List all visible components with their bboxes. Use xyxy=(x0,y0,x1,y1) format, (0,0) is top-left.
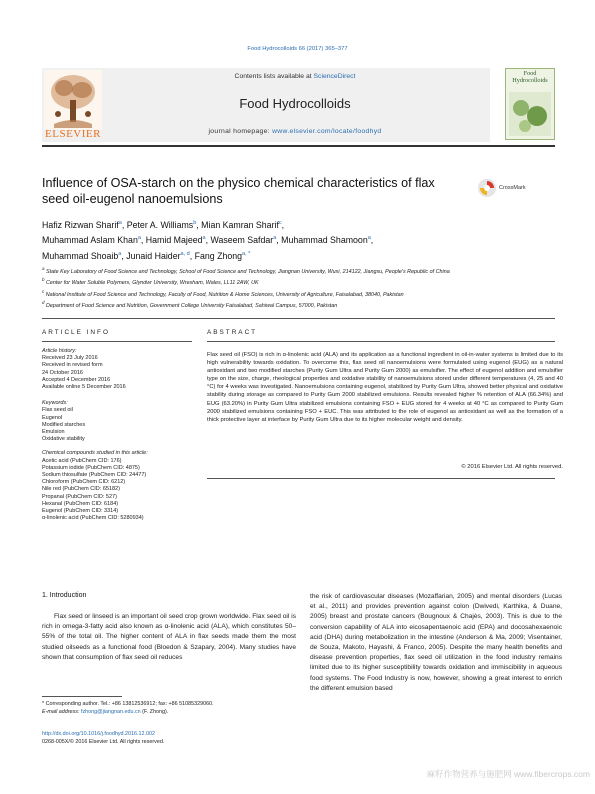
compound-item: Potassium iodide (PubChem CID: 4875) xyxy=(42,464,140,471)
compound-item: Propanal (PubChem CID: 527) xyxy=(42,493,117,500)
compound-item: Chloroform (PubChem CID: 6212) xyxy=(42,479,126,486)
email-line xyxy=(42,708,296,716)
journal-reference[interactable]: Food Hydrocolloids 66 (2017) 365–377 xyxy=(247,46,348,52)
email-label: E-mail address: xyxy=(42,709,81,715)
corresponding-author-line: * Corresponding author. Tel.: +86 13812536912; fax: +86 51085329060. xyxy=(42,701,214,707)
affiliation-item xyxy=(42,265,552,276)
author-affiliation-mark[interactable]: a xyxy=(202,235,206,242)
author-name[interactable]: Muhammad Shamoon xyxy=(281,235,368,246)
corresponding-footnote xyxy=(42,700,296,716)
compound-item: Hexanal (PubChem CID: 6184) xyxy=(42,500,119,507)
history-item: Available online 5 December 2016 xyxy=(42,384,126,391)
section-rule xyxy=(42,318,555,319)
keyword-item: Modified starches xyxy=(42,421,86,428)
sciencedirect-link[interactable]: ScienceDirect xyxy=(313,73,356,80)
abstract-heading: ABSTRACT xyxy=(207,329,258,336)
author-name[interactable]: Peter A. Williams xyxy=(126,219,194,230)
affiliation-item xyxy=(42,299,552,310)
author-name[interactable]: Mian Kamran Sharif xyxy=(201,219,279,230)
compound-item: Nile red (PubChem CID: 65182) xyxy=(42,486,120,493)
author-affiliation-mark[interactable]: a xyxy=(367,235,371,242)
crossmark-label[interactable]: CrossMark xyxy=(499,185,526,191)
email-suffix: (F. Zhong). xyxy=(140,709,169,715)
affiliation-mark: d xyxy=(42,299,45,305)
abstract-copyright: © 2016 Elsevier Ltd. All rights reserved. xyxy=(461,464,563,470)
affiliation-mark: a xyxy=(42,266,45,271)
keyword-item: Emulsion xyxy=(42,429,65,436)
spacer xyxy=(42,443,192,450)
introduction-left-column: Flax seed or linseed is an important oil seed crop grown worldwide. Flax seed oil is rich in omega-3-fatty acid also known as α-linolenic acid (ALA), which constitutes 50–55% of the total oil. The higher content of ALA in flax seeds made them the most studied oilseeds as a functional food (Bloedon & Szapary, 2004). Many studies have shown that consumption of flax seed oil reduces xyxy=(42,613,296,661)
compound-item: Acetic acid (PubChem CID: 176) xyxy=(42,457,122,464)
author-name[interactable]: Hamid Majeed xyxy=(145,235,203,246)
author-name[interactable]: Fang Zhong xyxy=(194,250,243,261)
author-name[interactable]: Muhammad Aslam Khan xyxy=(42,235,138,246)
compounds-label: Chemical compounds studied in this article: xyxy=(42,450,148,457)
author-name[interactable]: Junaid Haider xyxy=(126,250,181,261)
homepage-prefix: journal homepage: xyxy=(208,128,273,135)
keyword-item: Flax seed oil xyxy=(42,407,73,414)
introduction-right-column: the risk of cardiovascular diseases (Mozaffarian, 2005) and mental disorders (Lucas et al., 2011) and provides prevention against colon (Dwivedi, Karthika, & Duane, 2005) breast and prostate cancers (Bougnoux & Chajès, 2003). This is due to the conversion capability of ALA into eicosapentaenoic acid (EPA) and docosahexaenoic acid (DHA) during metabolization in the intestine (Anderson & Ma, 2009; Visentainer, de Souza, Makoto, Hayashi, & Franco, 2005). Despite the many health benefits and disease prevention properties, flax seed oil utilization in the food industry remains limited due to its higher susceptibility towards oxidation and immiscibility in aqueous food systems. The Food Industry is now, however, showing a great interest to enrich the different emulsion based xyxy=(310,593,562,692)
affiliation-text: National Institute of Food Science and Technology, Faculty of Food, Nutrition & Home Sciences, University of Agriculture, Faisalabad, 38040, Pakistan xyxy=(45,291,404,298)
author-affiliation-mark[interactable]: c xyxy=(278,220,282,226)
spacer xyxy=(42,391,192,400)
compound-item: Eugenol (PubChem CID: 3314) xyxy=(42,508,119,515)
abstract-rule xyxy=(207,341,555,342)
author-name[interactable]: Hafiz Rizwan Sharif xyxy=(42,219,119,230)
compound-item: Sodium thiosulfate (PubChem CID: 24477) xyxy=(42,472,147,479)
history-label: Article history: xyxy=(42,348,77,354)
contents-availability xyxy=(110,73,480,80)
abstract-text: Flax seed oil (FSO) is rich in α-linolenic acid (ALA) and its application as a functional ingredient in oil-in-water systems is limited due to its high vulnerability towards oxidation. To overcome this, flax seed oil nanoemulsions were formulated using eugenol (EUG) as a natural antioxidant and two modified starches (Purity Gum Ultra and Purity Gum 2000) as emulsifier. The effect of eugenol addition and emulsifier type on the size, charge, rheological properties and oxidative stability of nanoemulsions stored under different temperatures (4, 25 and 40 °C) for 4 weeks was investigated. Nanoemulsions containing eugenol, stabilized by Purity Gum Ultra, showed better physical and oxidative stability during storage as compared to Purity Gum 2000 stabilized emulsions. Results revealed higher % retention of ALA (66.34%) and EUG (63.20%) in Purity Gum Ultra stabilized emulsions containing FSO + EUG stored for 4 weeks at 40 °C as compared to Purity Gum 2000 stabilized emulsions containing FSO + EUC. This was attributed to the role of eugenol as antioxidant as well as the formation of a thick protective layer at interface by Purity Gum Ultra due to its higher molecular weight and density. xyxy=(207,352,563,423)
journal-homepage xyxy=(110,128,480,135)
doi-link[interactable]: http://dx.doi.org/10.1016/j.foodhyd.2016.12.002 xyxy=(42,731,155,737)
abstract-end-rule xyxy=(207,478,555,479)
affiliation-text: Department of Food Science and Nutrition, Government College University Faisalabad, Sahiwal Campus, 57000, Pakistan xyxy=(46,302,338,309)
keyword-item: Oxidative stability xyxy=(42,436,85,443)
email-link[interactable]: fzhong@jiangnan.edu.cn xyxy=(80,709,141,715)
article-info-rule xyxy=(42,341,192,342)
affiliation-text: Center for Water Soluble Polymers, Glyndwr University, Wrexham, Wales, LL11 2AW, UK xyxy=(46,280,259,287)
footnote-rule xyxy=(42,696,122,697)
keywords-label: Keywords: xyxy=(42,400,68,407)
history-item: Received in revised form xyxy=(42,362,103,369)
history-item: 24 October 2016 xyxy=(42,369,83,376)
cover-title: Food Hydrocolloids xyxy=(512,70,548,84)
publisher-name: ELSEVIER xyxy=(45,128,101,140)
affiliation-mark: b xyxy=(42,277,45,283)
affiliation-list xyxy=(42,265,552,310)
crossmark-icon[interactable] xyxy=(478,179,496,197)
article-info-heading: ARTICLE INFO xyxy=(42,329,110,336)
author-affiliation-mark[interactable]: a xyxy=(118,220,122,226)
affiliation-item xyxy=(42,276,552,287)
author-affiliation-mark[interactable]: a, * xyxy=(242,250,251,257)
author-list: Hafiz Rizwan Sharif$^a$, Peter A. Williams$^b$, Mian Kamran Sharif$^c$, Muhammad Aslam Khan$^a$, Hamid Majeed$^a$, Waseem Safdar$^a$, Muhammad Shamoon$^a$, Muhammad Shoaib$^a$, Junaid Haider$^{a, d}$, Fang Zhong$^{a, *}$ xyxy=(42,219,374,261)
affiliation-item xyxy=(42,288,552,299)
article-identifiers xyxy=(42,730,342,746)
history-item: Received 23 July 2016 xyxy=(42,355,98,362)
compound-item: α-linolenic acid (PubChem CID: 5280934) xyxy=(42,515,144,522)
article-title: Influence of OSA-starch on the physico chemical characteristics of flax seed oil-eugenol nanoemulsions xyxy=(42,176,435,206)
site-watermark: 麻籽作物营养与施肥网 www.fibercrops.com xyxy=(426,769,590,779)
keyword-item: Eugenol xyxy=(42,414,63,421)
journal-name: Food Hydrocolloids xyxy=(239,96,351,111)
history-item: Accepted 4 December 2016 xyxy=(42,376,111,383)
elsevier-tree-logo xyxy=(44,70,102,130)
author-affiliation-mark[interactable]: b xyxy=(193,220,197,226)
author-name[interactable]: Waseem Safdar xyxy=(210,235,274,246)
issn-line: 0268-005X/© 2016 Elsevier Ltd. All rights reserved. xyxy=(42,739,165,745)
author-affiliation-mark[interactable]: a xyxy=(137,235,141,242)
cover-illustration xyxy=(509,92,551,136)
introduction-heading: 1. Introduction xyxy=(42,592,87,599)
article-info-panel xyxy=(42,348,192,522)
author-affiliation-mark[interactable]: a xyxy=(118,250,122,257)
homepage-link[interactable]: www.elsevier.com/locate/foodhyd xyxy=(272,128,382,135)
author-name[interactable]: Muhammad Shoaib xyxy=(42,250,119,261)
contents-prefix: Contents lists available at xyxy=(234,73,314,80)
author-affiliation-mark[interactable]: a xyxy=(273,235,277,242)
affiliation-text: State Key Laboratory of Food Science and Technology, School of Food Science and Technology, Jiangnan University, Wuxi, 214122, Jiangsu, People's Republic of China xyxy=(46,268,450,275)
header-rule xyxy=(42,145,555,147)
author-affiliation-mark[interactable]: a, d xyxy=(180,250,190,257)
affiliation-mark: c xyxy=(42,288,45,294)
